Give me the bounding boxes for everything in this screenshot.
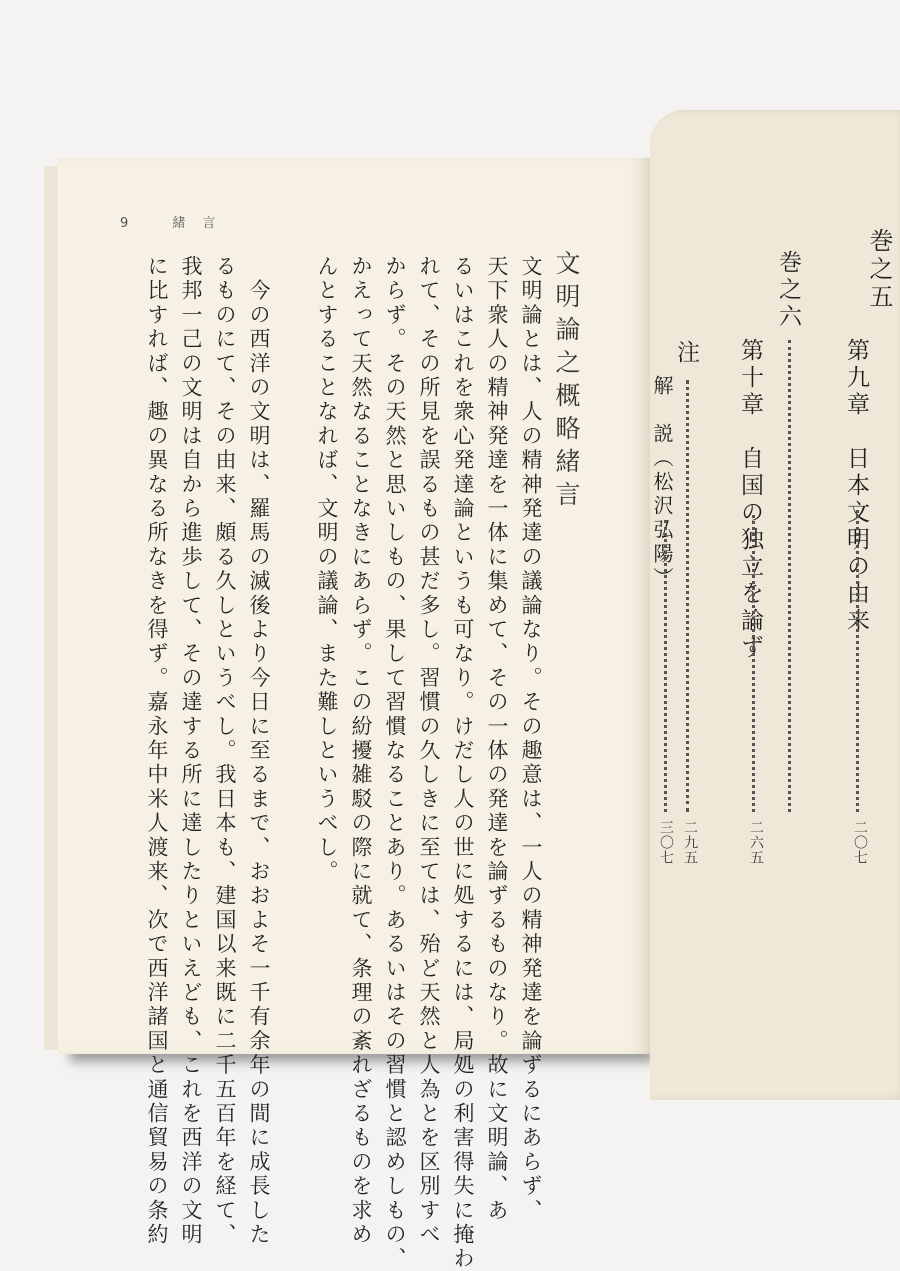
text-column: れて、その所見を誤るもの甚だ多し。習慣の久しきに至ては、殆ど天然と人為とを区別すべ [417, 255, 441, 1248]
toc-leader-dots [686, 380, 689, 812]
toc-leader-dots [752, 515, 755, 812]
toc-page-number: 三〇七 [658, 820, 674, 865]
text-column: からず。その天然と思いしもの、果して習慣なることあり。あるいはその習慣と認めしもの、 [383, 255, 407, 1271]
toc-leader-dots [856, 510, 859, 812]
text-column: かえって天然なることなきにあらず。この紛擾雑駁の際に就て、条理の紊れざるものを求め [349, 255, 373, 1248]
toc-volume-fragment: 巻之五 [865, 228, 893, 312]
text-column: 文明論とは、人の精神発達の議論なり。その趣意は、一人の精神発達を論ずるにあらず、 [519, 255, 543, 1223]
running-head-title: 緒 言 [172, 216, 218, 231]
toc-leader-dots [788, 340, 791, 812]
text-column: に比すれば、趣の異なる所なきを得ず。嘉永年中米人渡来、次で西洋諸国と通信貿易の条約 [145, 255, 169, 1248]
text-column: んとすることなれば、文明の議論、また難しというべし。 [315, 255, 339, 885]
toc-page-number: 二六五 [748, 820, 764, 865]
toc-entry-chapter-9: 第九章 日本文明の由来 [843, 338, 869, 635]
toc-page-number: 二〇七 [852, 820, 868, 865]
running-head [120, 212, 253, 231]
text-column: るいはこれを衆心発達論というも可なり。けだし人の世に処するには、局処の利害得失に掩わ [451, 255, 475, 1271]
toc-entry-commentary: 解 説（松沢弘陽） [650, 375, 674, 591]
text-column: 我邦一己の文明は自から進歩して、その達する所に達したりといえども、これを西洋の文明 [179, 255, 203, 1248]
text-column: るものにて、その由来、頗る久しというべし。我日本も、建国以来既に二千五百年を経て、 [213, 255, 237, 1248]
text-column: 今の西洋の文明は、羅馬の滅後より今日に至るまで、おおよそ一千有余年の間に成長した [247, 255, 271, 1248]
toc-entry-notes: 注 [673, 340, 699, 367]
toc-leader-dots [664, 520, 667, 812]
toc-page-number: 二九五 [682, 820, 698, 865]
chapter-title: 文明論之概略緒言 [552, 250, 581, 514]
text-column: 天下衆人の精神発達を一体に集めて、その一体の発達を論ずるものなり。故に文明論、あ [485, 255, 509, 1223]
page-number: 9 [120, 216, 131, 231]
toc-volume-6: 巻之六 [775, 250, 801, 331]
toc-entry-chapter-10: 第十章 自国の独立を論ず [737, 338, 763, 662]
